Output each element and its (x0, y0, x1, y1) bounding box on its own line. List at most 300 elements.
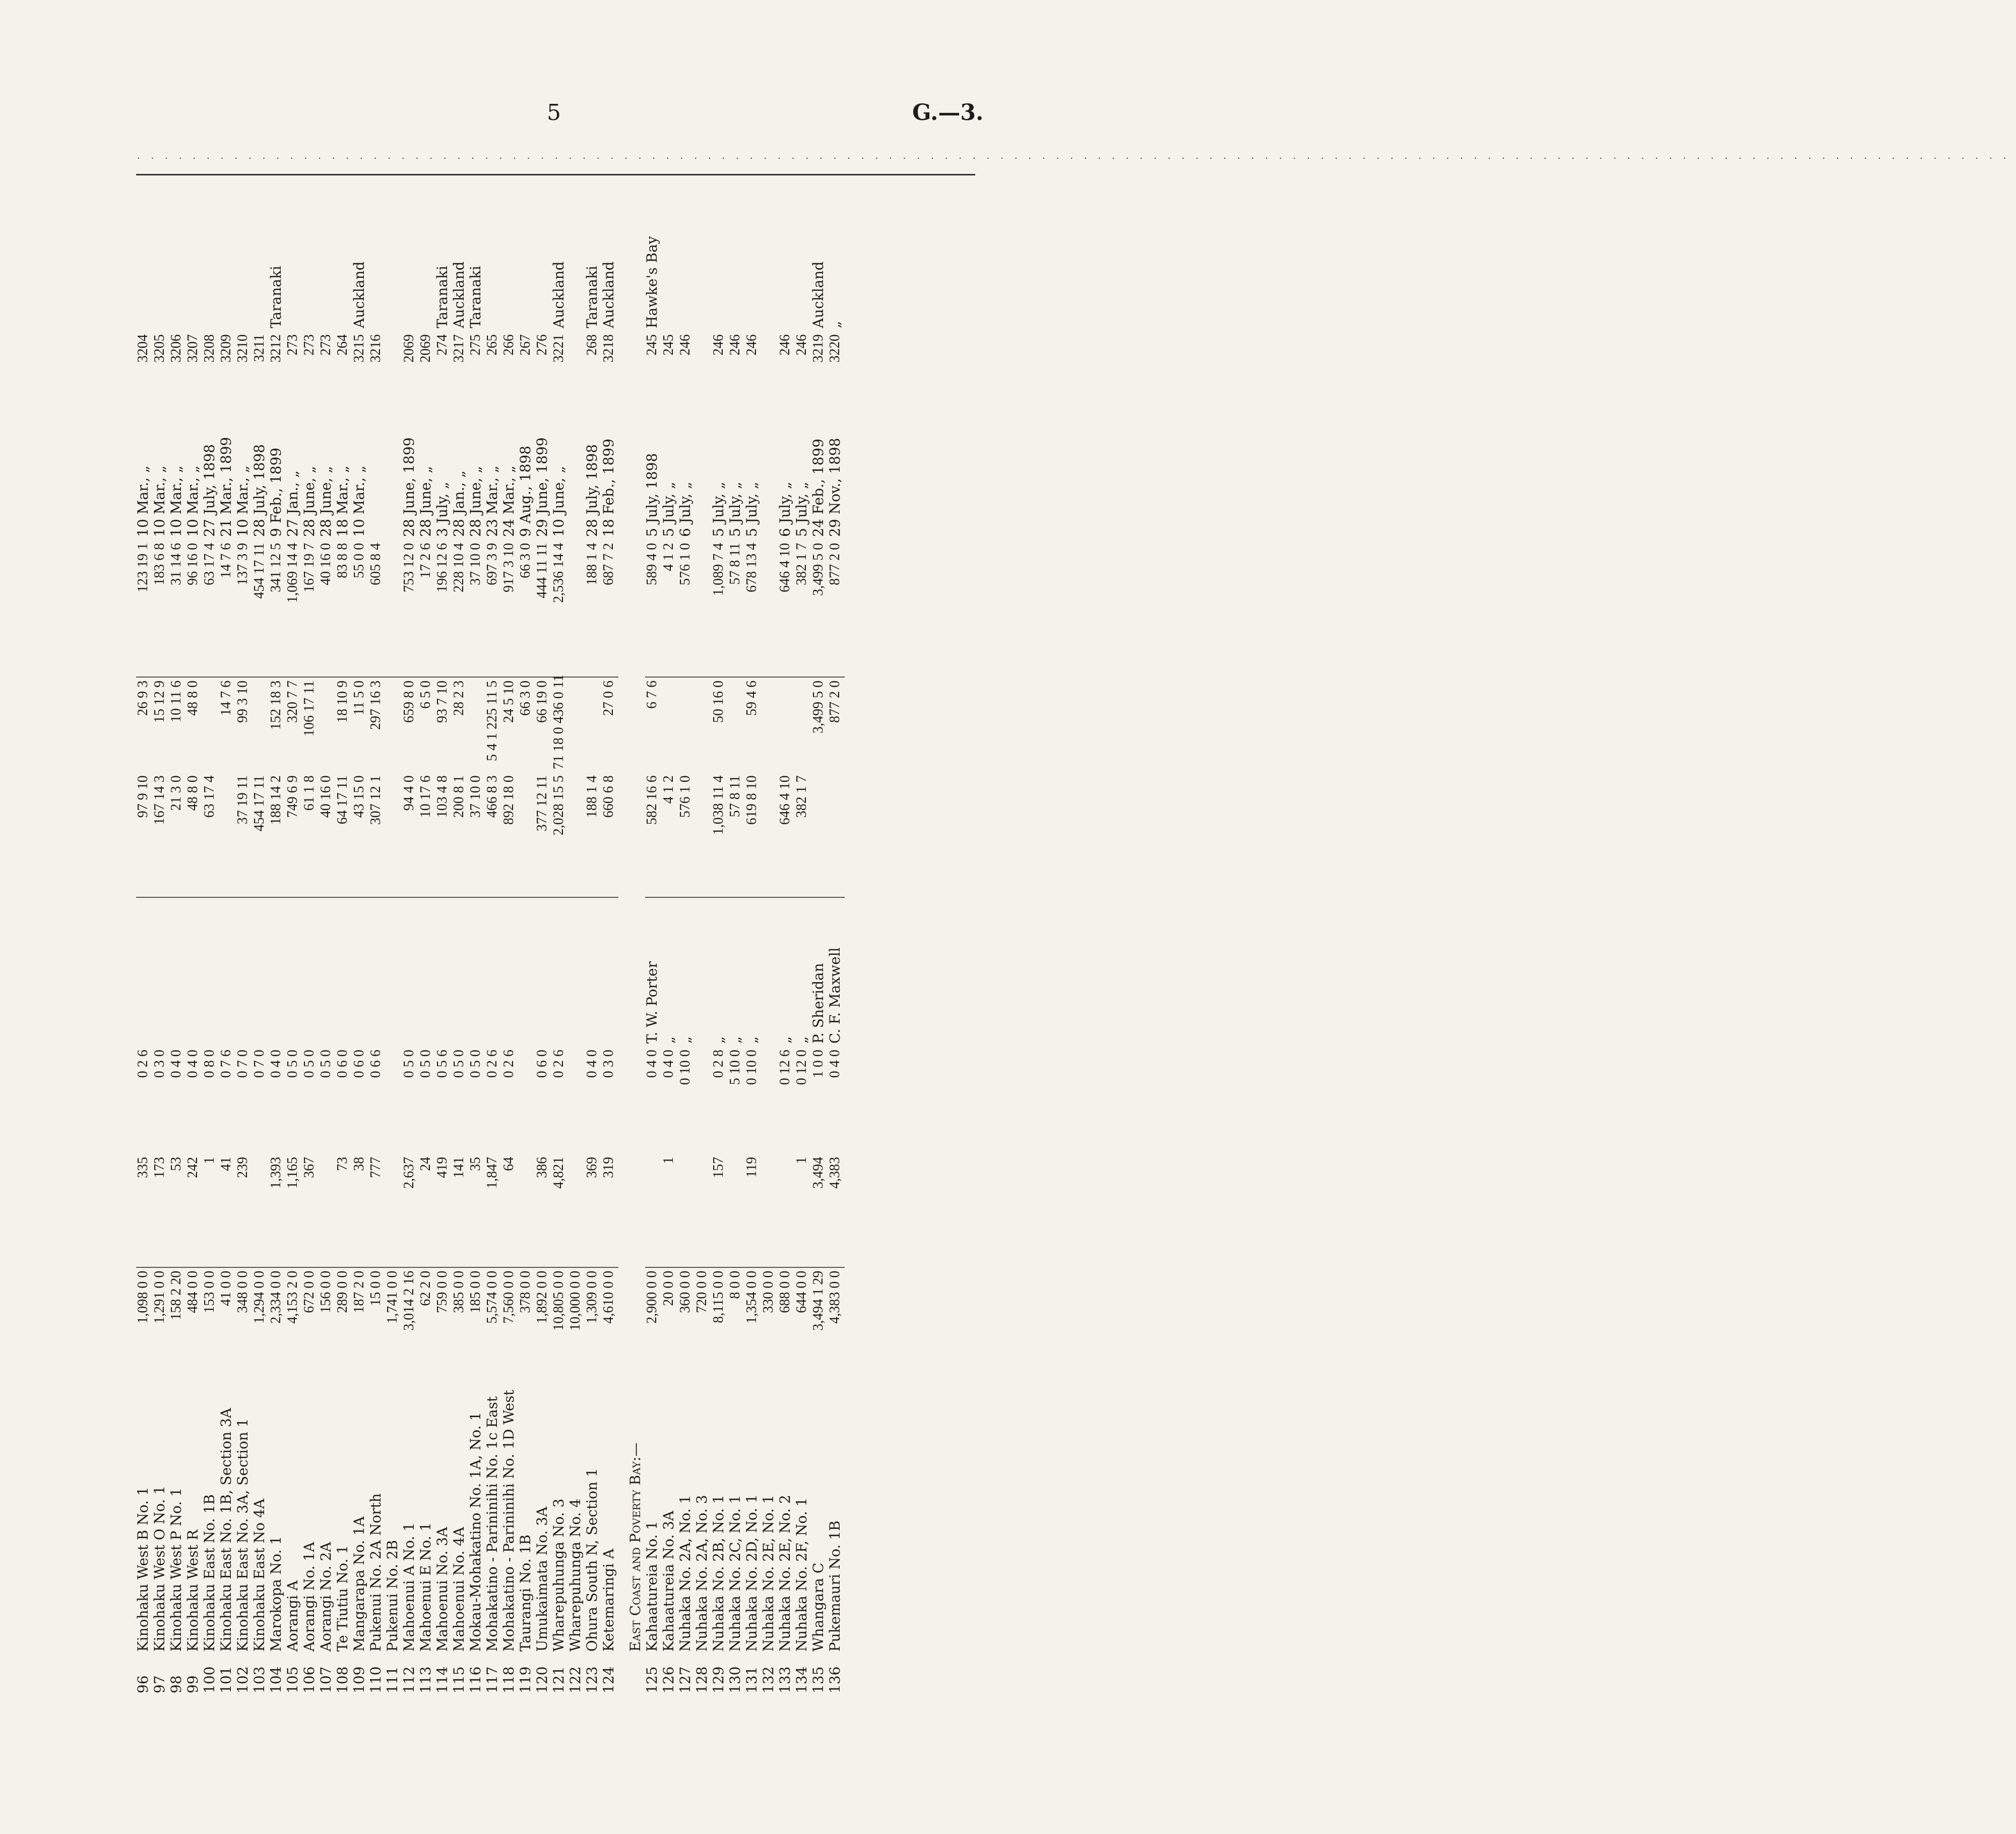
total-cell: 753 12 0 (402, 540, 419, 677)
incidental-cell: 99 3 10 (235, 680, 250, 723)
price-per-acre-cell: 0 4 0 (644, 1050, 660, 1078)
paid-cell: 61 1 8 (302, 772, 319, 897)
total-cell: 576 1 0 (678, 540, 695, 677)
paid-cell: 892 18 0 (502, 772, 519, 897)
officer-cell: „ (660, 1036, 677, 1044)
total-cell: 66 3 0 (519, 540, 535, 677)
folio-cell: 264 (335, 334, 350, 356)
block-number: 114 (434, 1666, 451, 1693)
folio-cell: 3209 (218, 334, 234, 363)
block-name: Kinohaku East No. 3A, Section 1 (234, 1418, 251, 1652)
date-cell: 24 Feb., 1899 (810, 439, 827, 537)
incidental-cell: 3,499 5 0 (810, 680, 826, 733)
date-cell: 27 July, 1898 (201, 444, 218, 537)
folio-cell: 246 (744, 334, 760, 356)
date-cell: 10 Mar., „ (351, 465, 367, 537)
block-name: Taurangi No. 1B (517, 1535, 534, 1652)
folio-cell: 245 (661, 334, 676, 356)
date-cell: 29 Nov., 1898 (827, 438, 843, 537)
price-per-acre-cell (519, 1047, 535, 1154)
paid-cell: 582 16 6 (645, 772, 662, 897)
area-cell: 484 0 0 (185, 1270, 201, 1313)
block-name: Whangara C (810, 1562, 827, 1652)
price-per-acre-cell: 0 8 0 (202, 1050, 217, 1078)
area-cell: 8 0 0 (727, 1270, 743, 1299)
officer-cell: P. Sheridan (810, 963, 827, 1044)
district-cell: Auckland (600, 261, 617, 329)
folio-cell: 268 (584, 334, 600, 356)
incidental-cell: 26 9 3 (135, 680, 151, 716)
price-per-acre-cell: 0 4 0 (661, 1050, 676, 1078)
group-heading-row (618, 194, 645, 1696)
block-number: 101 (218, 1666, 234, 1693)
district-cell: Taranaki (467, 266, 484, 329)
incidental-cell: 71 18 0 436 0 11 (551, 675, 566, 770)
table-row (352, 194, 369, 1696)
group-heading: East Coast and Poverty Bay:— (627, 1442, 644, 1652)
price-per-acre-cell: 0 3 0 (601, 1050, 616, 1078)
block-name: Mohakatino - Parininihi No. 1D West (500, 1389, 517, 1652)
total-cell: 183 6 8 (153, 540, 169, 677)
valuation-cell: 41 (219, 1154, 236, 1267)
valuation-cell: 1,165 (286, 1154, 302, 1267)
officer-cell (219, 897, 236, 1047)
district-cell (186, 194, 203, 331)
paid-cell (386, 772, 402, 897)
date-cell: 5 July, „ (727, 481, 743, 537)
table-row (828, 194, 845, 1696)
block-number: 121 (550, 1666, 567, 1693)
price-per-acre-cell: 0 12 0 (794, 1050, 809, 1085)
officer-cell: „ (677, 1036, 694, 1044)
table-row (485, 194, 502, 1696)
block-number: 113 (417, 1666, 434, 1693)
total-cell: 454 17 11 (253, 540, 269, 677)
block-number: 96 (135, 1675, 151, 1693)
officer-cell (502, 897, 519, 1047)
district-cell (569, 194, 585, 331)
paid-cell: 167 14 3 (153, 772, 169, 897)
block-name: Nuhaka No. 2E, No. 1 (760, 1495, 777, 1652)
valuation-cell: 335 (136, 1154, 153, 1267)
total-cell: 188 1 4 (585, 540, 602, 677)
incidental-cell: 14 7 6 (218, 680, 234, 716)
incidental-cell (695, 677, 712, 772)
block-number: 123 (584, 1666, 600, 1693)
valuation-cell (762, 1154, 778, 1267)
price-per-acre-cell: 0 4 0 (584, 1050, 600, 1078)
date-cell: 10 Mar., „ (168, 465, 184, 537)
paid-cell: 188 14 2 (269, 772, 286, 897)
block-name: Kinohaku West B No. 1 (135, 1487, 151, 1652)
incidental-cell: 6 7 6 (644, 680, 660, 709)
paid-cell: 63 17 4 (203, 772, 219, 897)
incidental-cell: 6 5 0 (418, 680, 433, 709)
folio-cell: 2069 (418, 334, 433, 363)
total-cell: 646 4 10 (778, 540, 795, 677)
block-number: 124 (600, 1666, 617, 1693)
folio-cell: 3208 (202, 334, 217, 363)
date-cell: 28 Jan., „ (451, 470, 467, 537)
date-cell: 3 July, „ (434, 481, 451, 537)
block-name: Kinohaku East No 4A (251, 1498, 268, 1652)
price-per-acre-cell: 0 6 0 (335, 1050, 350, 1078)
price-per-acre-cell: 0 7 0 (251, 1050, 267, 1078)
folio-cell: 3220 (827, 334, 843, 363)
total-cell: 83 8 8 (336, 540, 352, 677)
table-row (678, 194, 695, 1696)
table-row (253, 194, 269, 1696)
officer-cell (153, 897, 169, 1047)
date-cell: 10 Mar., „ (234, 465, 251, 537)
block-number: 130 (727, 1666, 743, 1693)
table-row (602, 194, 618, 1696)
folio-cell: 273 (285, 334, 300, 356)
paid-cell: 660 6 8 (602, 772, 618, 897)
area-cell: 8,115 0 0 (711, 1270, 726, 1323)
district-cell: Taranaki (268, 266, 284, 329)
folio-cell: 3212 (268, 334, 284, 363)
date-cell: 28 June, 1899 (401, 437, 417, 537)
folio-cell: 265 (484, 334, 500, 356)
block-name: Nuhaka No. 2A, No. 1 (677, 1495, 694, 1652)
table-row (645, 194, 662, 1696)
date-cell: 28 June, „ (318, 466, 334, 537)
total-cell: 96 16 0 (186, 540, 203, 677)
total-cell: 917 3 10 (502, 540, 519, 677)
total-cell: 605 8 4 (369, 540, 386, 677)
date-cell (369, 391, 386, 540)
area-cell: 688 0 0 (777, 1270, 793, 1313)
total-cell: 382 1 7 (795, 540, 811, 677)
paid-cell (811, 772, 828, 897)
district-cell (762, 194, 778, 331)
district-cell (402, 194, 419, 331)
valuation-cell: 242 (186, 1154, 203, 1267)
district-cell (795, 194, 811, 331)
district-cell (369, 194, 386, 331)
valuation-cell: 73 (336, 1154, 352, 1267)
district-cell (253, 194, 269, 331)
date-cell: 23 Mar., „ (484, 465, 500, 537)
block-number: 131 (743, 1666, 760, 1693)
officer-cell (519, 897, 535, 1047)
date-cell: 18 Feb., 1899 (600, 439, 617, 537)
price-per-acre-cell: 0 2 6 (551, 1050, 566, 1078)
date-cell: 5 July, „ (660, 481, 677, 537)
total-cell: 137 3 9 (236, 540, 253, 677)
block-number: 112 (401, 1666, 417, 1693)
block-name: Mahoenui A No. 1 (401, 1522, 417, 1652)
district-cell (136, 194, 153, 331)
area-cell: 348 0 0 (235, 1270, 250, 1313)
total-cell: 228 10 4 (452, 540, 469, 677)
price-per-acre-cell: 5 10 0 (727, 1050, 743, 1085)
paid-cell: 619 8 10 (745, 772, 762, 897)
officer-cell (319, 897, 336, 1047)
block-name: Pukenui No. 2B (384, 1540, 401, 1652)
paid-cell (695, 772, 712, 897)
date-cell: 9 Aug., 1898 (517, 446, 534, 537)
district-cell: Auckland (451, 261, 467, 329)
district-cell (662, 194, 678, 331)
paid-cell: 2,028 15 5 (552, 772, 569, 897)
price-per-acre-cell: 0 4 0 (268, 1050, 284, 1078)
valuation-cell: 1 (203, 1154, 219, 1267)
block-number: 136 (827, 1666, 843, 1693)
price-per-acre-cell: 0 2 6 (484, 1050, 500, 1078)
officer-cell (435, 897, 452, 1047)
area-cell: 644 0 0 (794, 1270, 809, 1313)
block-number: 127 (677, 1666, 694, 1693)
price-per-acre-cell: 0 5 0 (301, 1050, 317, 1078)
valuation-cell (253, 1154, 269, 1267)
date-cell: 28 June, „ (301, 466, 318, 537)
total-cell: 37 10 0 (469, 540, 485, 677)
price-per-acre-cell: 0 10 0 (744, 1050, 760, 1085)
block-number: 97 (151, 1675, 168, 1693)
table-row (585, 194, 602, 1696)
folio-cell: 276 (534, 334, 550, 356)
block-number: 125 (644, 1666, 660, 1693)
block-number: 128 (694, 1666, 710, 1693)
area-cell: 10,000 0 0 (568, 1270, 583, 1331)
valuation-cell: 1,847 (485, 1154, 502, 1267)
district-cell (485, 194, 502, 331)
incidental-cell: 27 0 6 (601, 680, 616, 716)
area-cell: 1,098 0 0 (135, 1270, 151, 1324)
block-number: 118 (500, 1666, 517, 1693)
officer-cell (695, 897, 712, 1047)
folio-cell: 266 (501, 334, 517, 356)
price-per-acre-cell: 0 5 0 (318, 1050, 334, 1078)
valuation-cell: 2,637 (402, 1154, 419, 1267)
date-cell: 5 July, 1898 (644, 453, 660, 537)
total-cell: 687 7 2 (602, 540, 618, 677)
price-per-acre-cell (386, 1047, 402, 1154)
table-row (762, 194, 778, 1696)
folio-cell: 3205 (152, 334, 167, 363)
incidental-cell: 18 10 9 (335, 680, 350, 723)
block-name: Aorangi A (284, 1580, 301, 1652)
folio-cell: 246 (777, 334, 793, 356)
area-cell: 1,354 0 0 (744, 1270, 760, 1324)
total-cell (695, 540, 712, 677)
total-cell: 444 11 11 (535, 540, 552, 677)
block-name: Nuhaka No. 2A, No. 3 (694, 1495, 710, 1652)
paid-cell: 40 16 0 (319, 772, 336, 897)
date-cell: 9 Feb., 1899 (268, 447, 284, 537)
paid-cell (219, 772, 236, 897)
table-row (269, 194, 286, 1696)
area-cell: 2,334 0 0 (268, 1270, 284, 1324)
page-number: 5 (547, 100, 561, 126)
table-row (203, 194, 219, 1696)
table-row (452, 194, 469, 1696)
valuation-cell (695, 1154, 712, 1267)
district-cell: Taranaki (584, 266, 600, 329)
block-number: 100 (201, 1666, 218, 1693)
date-cell: 10 June, „ (550, 466, 567, 537)
officer-cell (136, 897, 153, 1047)
date-cell: 28 June, „ (417, 466, 434, 537)
folio-cell (695, 331, 712, 391)
valuation-cell: 38 (352, 1154, 369, 1267)
total-cell (762, 540, 778, 677)
incidental-cell (662, 677, 678, 772)
paid-cell: 4 1 2 (662, 772, 678, 897)
folio-cell: 273 (318, 334, 334, 356)
area-cell: 1,291 0 0 (152, 1270, 167, 1324)
folio-cell: 2069 (401, 334, 417, 363)
table-row (136, 194, 153, 1696)
price-per-acre-cell: 0 2 6 (501, 1050, 517, 1078)
district-cell (336, 194, 352, 331)
block-name: Ohura South N, Section 1 (584, 1468, 600, 1652)
block-number: 129 (710, 1666, 727, 1693)
officer-cell (602, 897, 618, 1047)
area-cell: 153 0 0 (202, 1270, 217, 1313)
area-cell: 289 0 0 (335, 1270, 350, 1313)
total-cell: 167 19 7 (302, 540, 319, 677)
valuation-cell: 173 (153, 1154, 169, 1267)
folio-cell: 3221 (551, 334, 566, 363)
date-cell (762, 391, 778, 540)
area-cell: 158 2 20 (168, 1270, 184, 1320)
total-cell: 196 12 6 (435, 540, 452, 677)
folio-cell: 275 (468, 334, 483, 356)
date-cell: 24 Mar., „ (500, 465, 517, 537)
date-cell: 29 June, 1899 (534, 437, 550, 537)
block-name: Mangarapa No. 1A (351, 1516, 367, 1652)
date-cell: 5 July, „ (743, 481, 760, 537)
price-per-acre-cell: 0 5 0 (451, 1050, 467, 1078)
area-cell: 187 2 0 (351, 1270, 367, 1313)
block-name: Te Tiutiu No. 1 (334, 1545, 351, 1652)
area-cell: 10,805 0 0 (551, 1270, 566, 1331)
date-cell: 6 July, „ (677, 481, 694, 537)
table-row (502, 194, 519, 1696)
officer-cell (286, 897, 302, 1047)
total-cell: 40 16 0 (319, 540, 336, 677)
officer-cell: T. W. Porter (644, 961, 660, 1044)
price-per-acre-cell: 0 7 6 (218, 1050, 234, 1078)
incidental-cell: 15 12 9 (152, 680, 167, 723)
block-name: Kinohaku West O No. 1 (151, 1485, 168, 1652)
block-name: Nuhaka No. 2B, No. 1 (710, 1495, 727, 1652)
date-cell: 27 Jan., „ (284, 470, 301, 537)
district-cell (219, 194, 236, 331)
date-cell: 5 July, „ (710, 481, 727, 537)
group-spacer (618, 1655, 645, 1696)
paid-cell: 48 8 0 (186, 772, 203, 897)
officer-cell (569, 897, 585, 1047)
incidental-cell: 5 4 1 225 11 5 (484, 680, 500, 761)
table-row (153, 194, 169, 1696)
folio-cell: 3204 (135, 334, 151, 363)
paid-cell (519, 772, 535, 897)
paid-cell: 37 10 0 (469, 772, 485, 897)
table-row (302, 194, 319, 1696)
area-cell: 41 0 0 (218, 1270, 234, 1306)
block-name: Nuhaka No. 2D, No. 1 (743, 1494, 760, 1652)
table-row (745, 194, 762, 1696)
paid-cell: 10 17 6 (419, 772, 435, 897)
price-per-acre-cell: 0 2 6 (135, 1050, 151, 1078)
district-cell: Auckland (351, 261, 367, 329)
table-row (695, 194, 712, 1696)
price-per-acre-cell: 0 3 0 (152, 1050, 167, 1078)
block-name: Aorangi No. 2A (318, 1542, 334, 1652)
total-cell: 2,536 14 4 (552, 540, 569, 677)
incidental-cell (762, 677, 778, 772)
date-cell: 21 Mar., 1899 (218, 437, 234, 537)
block-name: Mohakatino - Parininihi No. 1c East (484, 1396, 500, 1652)
price-per-acre-cell: 0 2 8 (711, 1050, 726, 1078)
block-name: Nuhaka No. 2E, No. 2 (777, 1495, 793, 1652)
officer-cell (402, 897, 419, 1047)
district-cell (728, 194, 745, 331)
district-cell (502, 194, 519, 331)
valuation-cell: 24 (419, 1154, 435, 1267)
incidental-cell: 28 2 3 (451, 680, 467, 716)
officer-cell: „ (793, 1036, 810, 1044)
district-cell (419, 194, 435, 331)
paid-cell: 646 4 10 (778, 772, 795, 897)
total-cell: 17 2 6 (419, 540, 435, 677)
district-cell (745, 194, 762, 331)
block-name: Pukemauri No. 1B (827, 1520, 843, 1652)
incidental-cell: 10 11 6 (168, 680, 184, 722)
folio-cell: 273 (301, 334, 317, 356)
block-number: 109 (351, 1666, 367, 1693)
district-cell (519, 194, 535, 331)
block-name: Kinohaku East No. 1B (201, 1494, 218, 1652)
table-row (319, 194, 336, 1696)
area-cell: 3,494 1 29 (810, 1270, 826, 1331)
incidental-cell: 50 16 0 (711, 680, 726, 723)
date-cell: 10 Mar., „ (135, 465, 151, 537)
price-per-acre-cell: 1 0 0 (810, 1050, 826, 1078)
valuation-cell (678, 1154, 695, 1267)
incidental-cell (319, 677, 336, 772)
area-cell: 3,014 2 16 (401, 1270, 417, 1331)
officer-cell (302, 897, 319, 1047)
block-name: Umukaimata No. 3A (534, 1506, 550, 1652)
table-row (519, 194, 535, 1696)
folio-cell: 3210 (235, 334, 250, 363)
valuation-cell: 35 (469, 1154, 485, 1267)
incidental-cell (203, 677, 219, 772)
officer-cell (269, 897, 286, 1047)
incidental-cell: 66 19 0 (534, 680, 550, 723)
paid-cell: 97 9 10 (136, 772, 153, 897)
block-name: Mokau-Mohakatino No. 1A, No. 1 (467, 1412, 484, 1652)
incidental-cell (728, 677, 745, 772)
block-number: 99 (184, 1675, 201, 1693)
paid-cell: 307 12 1 (369, 772, 386, 897)
table-row (712, 194, 728, 1696)
total-cell: 877 2 0 (828, 540, 845, 677)
paid-cell: 57 8 11 (728, 772, 745, 897)
block-name: Mahoenui No. 4A (451, 1526, 467, 1652)
block-number: 132 (760, 1666, 777, 1693)
incidental-cell: 320 7 7 (285, 680, 300, 723)
block-name: Wharepuhunga No. 4 (567, 1498, 584, 1652)
incidental-cell: 48 8 0 (185, 680, 201, 716)
block-number: 126 (660, 1666, 677, 1693)
folio-cell: 3219 (810, 334, 826, 363)
